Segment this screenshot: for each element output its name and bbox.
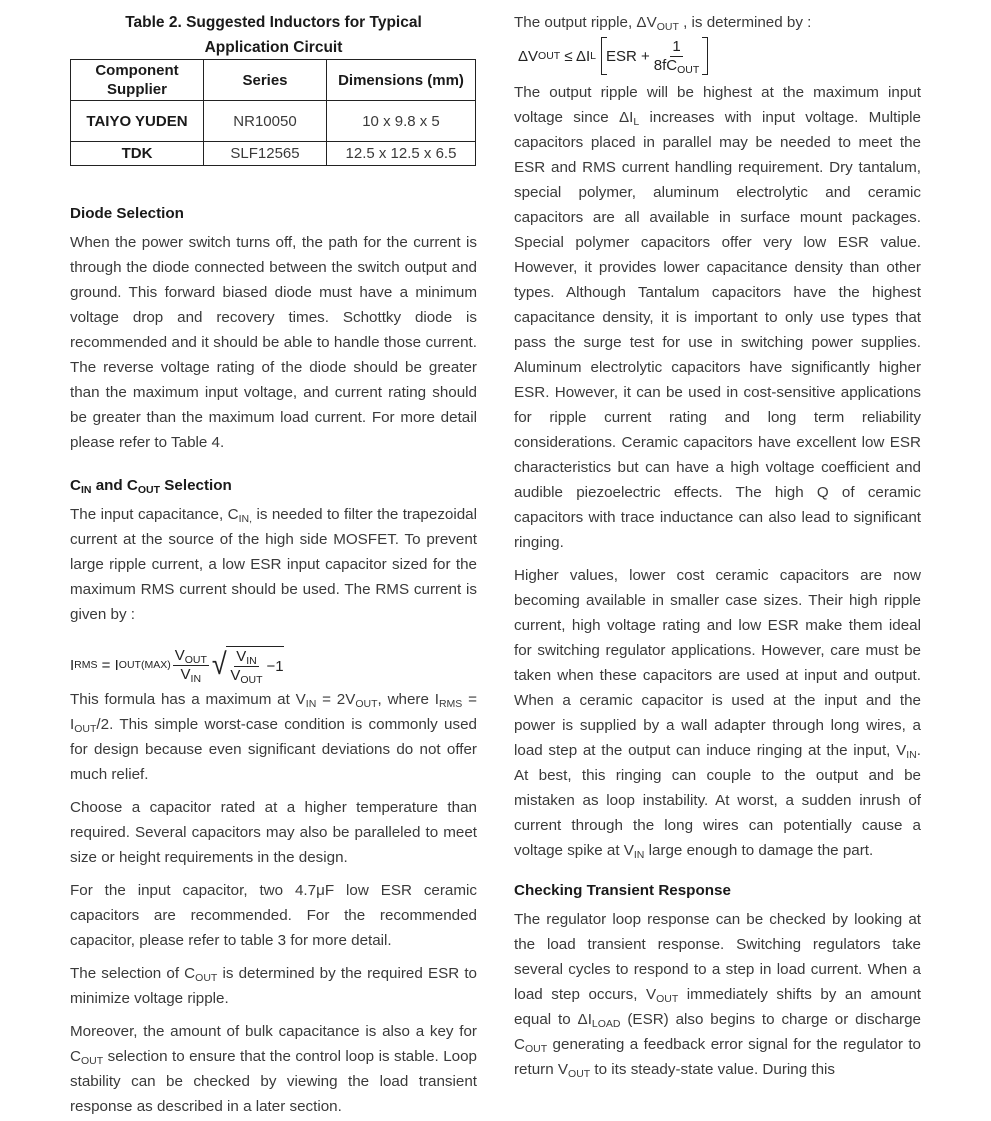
diode-paragraph: When the power switch turns off, the path for the current is through the diode connected between the switch output and ground. This forward biased diode must have a minimum voltage drop and recovery times. Schottky diode is recommended and it should be able to handle those current. The reverse voltage rating of the diode should be greater than the maximum input voltage, and current rating should be greater than the maximum load current. For more detail please refer to Table 4.	[70, 234, 477, 451]
table-header-row	[71, 60, 476, 101]
irms-formula: I RMS = I OUT(MAX) $\frac{V_{OUT}}{V_{IN}}$ √ $\frac{V_{IN}}{V_{OUT}}$ −1	[70, 646, 284, 686]
table-cell: TAIYO YUDEN	[71, 101, 204, 142]
table-cell: TDK	[71, 142, 204, 166]
choose-paragraph: Choose a capacitor rated at a higher temperature than required. Several capacitors may also be paralleled to meet size or height requirements in the design.	[70, 799, 477, 866]
table-header-cell: Dimensions (mm)	[327, 60, 476, 101]
ripple-formula: ΔV OUT ≤ ΔI L ESR + $\frac{1}{8fC_{OUT}}$	[518, 35, 921, 77]
input-capacitor-paragraph: For the input capacitor, two 4.7μF low ESR ceramic capacitors are recommended. For the recommended capacitor, please refer to table 3 for more detail.	[70, 882, 477, 949]
table-row	[71, 101, 476, 142]
table-header-cell: Component Supplier	[71, 60, 204, 101]
bulk-capacitance-paragraph: Moreover, the amount of bulk capacitance is also a key for $C_{OUT}$ selection to ensure that the control loop is stable. Loop stability can be checked by viewing the load transient response as described in a later section.	[70, 1023, 477, 1115]
table-header-cell: Series	[204, 60, 327, 101]
square-root: √ $\frac{V_{IN}}{V_{OUT}}$ −1	[211, 647, 284, 686]
ceramic-paragraph: Higher values, lower cost ceramic capacitors are now becoming available in smaller case sizes. Their high ripple current, high voltage rating and low ESR make them ideal for switching regulator applications. However, care must be taken when these capacitors are used at input and output. When a ceramic capacitor is used at the input and the power is supplied by a wall adapter through long wires, a load step at the output can induce ringing at the input, $V_{IN}$. At best, this ringing can couple to the output and be mistaken as loop instability. At worst, a sudden inrush of current through the long wires can potentially cause a voltage spike at $V_{IN}$ large enough to damage the part.	[514, 567, 921, 861]
table-cell: 10 x 9.8 x 5	[327, 101, 476, 142]
diode-heading: Diode Selection	[70, 205, 184, 222]
inductor-table	[70, 59, 476, 166]
transient-paragraph: The regulator loop response can be checked by looking at the load transient response. Switching regulators take several cycles to respond to a step in load current. When a load step occurs, $V_{OUT}$ immediately shifts by an amount equal to $\Delta I_{LOAD}$ (ESR) also begins to charge or discharge $C_{OUT}$ generating a feedback error signal for the regulator to return $V_{OUT}$ to its steady-state value. During this	[514, 911, 921, 1080]
fraction: $\frac{V_{OUT}}{V_{IN}}$	[174, 646, 207, 685]
bracket: ESR + $\frac{1}{8fC_{OUT}}$	[601, 37, 708, 75]
transient-heading: Checking Transient Response	[514, 882, 731, 899]
ripple-paragraph: The output ripple will be highest at the maximum input voltage since $\Delta I_L$ increases with input voltage. Multiple capacitors placed in parallel may be needed to meet the ESR and RMS current handling requirement. Dry tantalum, special polymer, aluminum electrolytic and ceramic capacitors are all available in surface mount packages. Special polymer capacitors offer very low ESR value. However, it provides lower capacitance density than other types. Although Tantalum capacitors have the highest capacitance density, it is important to only use types that pass the surge test for use in switching power supplies. Aluminum electrolytic capacitors have significantly higher ESR. However, it can be used in cost-sensitive applications for ripple current rating and long term reliability considerations. Ceramic capacitors have excellent low ESR characteristics but can have a high voltage coefficient and audible piezoelectric effects. The high Q of ceramic capacitors with trace inductance can also lead to significant ringing.	[514, 84, 921, 551]
ripple-intro: The output ripple, $\Delta V_{OUT}$ , is determined by :	[514, 14, 812, 33]
table-caption: Table 2. Suggested Inductors for Typical Application Circuit	[125, 14, 422, 56]
table-cell: SLF12565	[204, 142, 327, 166]
table-cell: 12.5 x 12.5 x 6.5	[327, 142, 476, 166]
formula-paragraph: This formula has a maximum at $V_{IN} = 2V_{OUT}$, where $I_{RMS} = I_{OUT}/2$. This simple worst-case condition is commonly used for design because even significant deviations do not offer much relief.	[70, 691, 477, 783]
cout-paragraph: The selection of $C_{OUT}$ is determined by the required ESR to minimize voltage ripple.	[70, 965, 477, 1007]
left-column	[70, 0, 477, 1119]
cin-cout-heading: $C_{IN}$ and $C_{OUT}$ Selection	[70, 477, 232, 496]
table-row	[71, 142, 476, 166]
right-column	[514, 0, 921, 1082]
table-cell: NR10050	[204, 101, 327, 142]
cin-paragraph: The input capacitance, $C_{IN,}$ is needed to filter the trapezoidal current at the source of the high side MOSFET. To prevent large ripple current, a low ESR input capacitor sized for the maximum RMS current should be used. The RMS current is given by :	[70, 506, 477, 623]
